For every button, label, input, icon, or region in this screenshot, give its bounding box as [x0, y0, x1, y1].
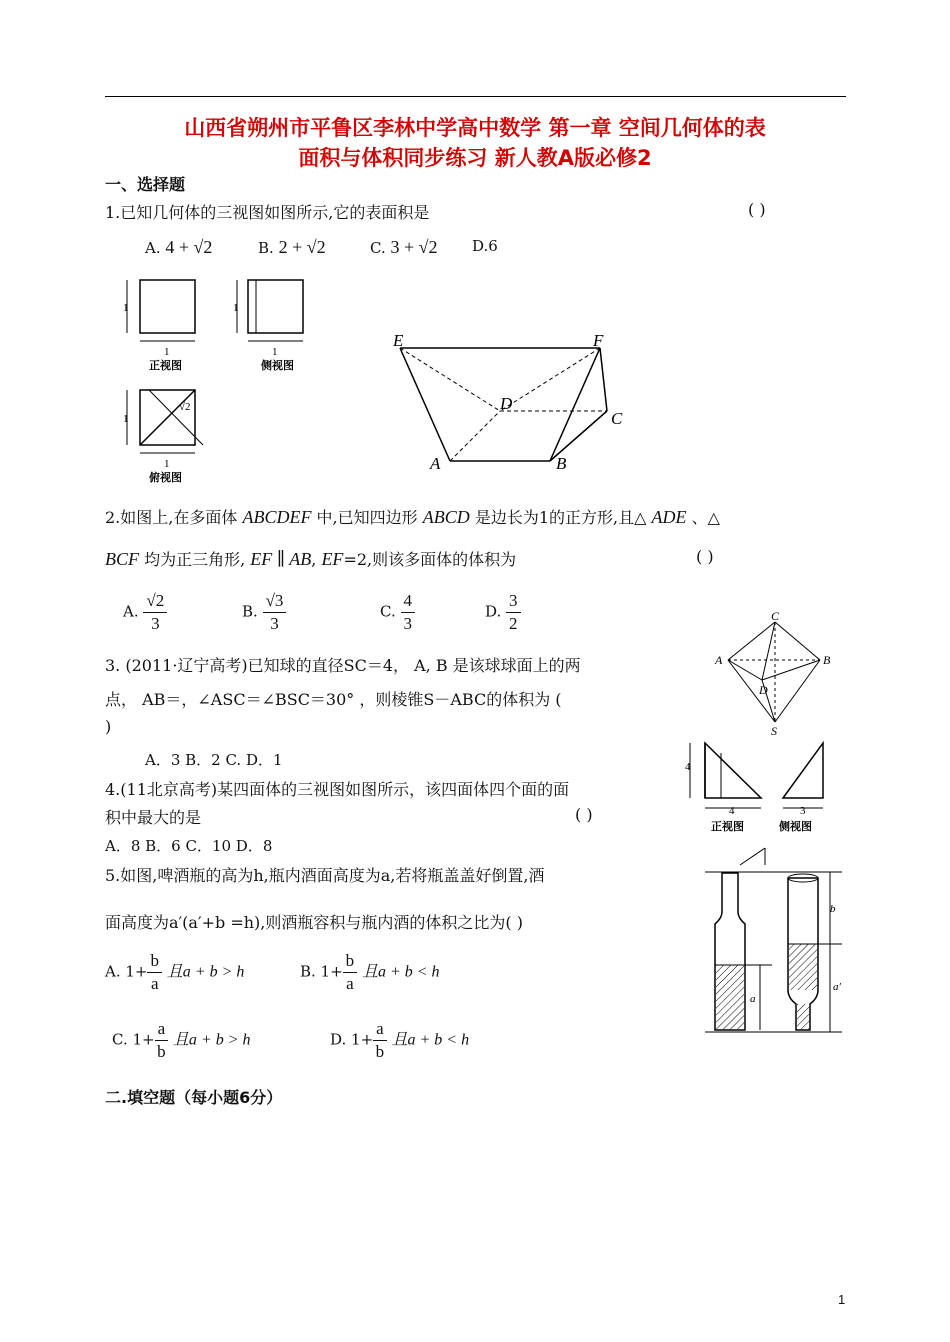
q2-option-c: C. $\frac{4}{3}$ — [380, 590, 415, 635]
q3-label-c: C — [771, 609, 780, 623]
q2-option-d: D. $\frac{3}{2}$ — [485, 590, 521, 635]
q2-option-a: A. $\frac{√2}{3}$ — [123, 590, 167, 635]
q3-label-d: D — [759, 683, 768, 697]
q1-top-dim-v: 1 — [123, 413, 129, 425]
q4-three-view-figure — [683, 738, 843, 838]
q4-dim-3: 3 — [800, 805, 806, 817]
q1-top-dim-h: 1 — [164, 458, 170, 470]
poly-label-c: C — [611, 409, 623, 428]
header-rule — [105, 96, 846, 97]
q1-front-label: 正视图 — [149, 360, 182, 372]
polyhedron-figure — [390, 328, 630, 478]
q1-side-dim-h: 1 — [272, 346, 278, 358]
q4-side-label: 侧视图 — [779, 821, 812, 833]
q5-option-a: A. 1+ $\frac{b}{a}$ 且a + b > h — [105, 951, 245, 993]
q5-line1: 5.如图,啤酒瓶的高为h,瓶内酒面高度为a,若将瓶盖盖好倒置,酒 — [105, 866, 545, 885]
q1-three-view-figure — [115, 275, 315, 490]
q4-front-label: 正视图 — [711, 821, 744, 833]
q1-front-view-square — [140, 280, 195, 333]
q3-label-a: A — [715, 653, 723, 667]
doc-title-line1: 山西省朔州市平鲁区李林中学高中数学 第一章 空间几何体的表 — [184, 116, 766, 140]
poly-label-d: D — [500, 394, 513, 413]
q3-label-b: B — [823, 653, 831, 667]
q5-option-c: C. 1+ $\frac{a}{b}$ 且a + b > h — [112, 1019, 251, 1061]
q3-options: A．3 B．2 C. D．1 — [145, 751, 283, 769]
q3-pyramid-figure — [710, 610, 840, 740]
q3-line3: ) — [105, 717, 112, 736]
q1-option-a: A. 4 + √2 — [145, 237, 213, 257]
q5-line2: 面高度为a′(a′+b =h),则酒瓶容积与瓶内酒的体积之比为( ) — [105, 913, 523, 932]
section-fill-heading: 二.填空题（每小题6分） — [105, 1088, 283, 1107]
q5-bottle-figure — [700, 840, 850, 1040]
q5-label-a-prime: a′ — [833, 981, 841, 993]
q2-stem-line2: BCF 均为正三角形, EF ∥ AB, EF=2,则该多面体的体积为 — [105, 549, 517, 569]
q1-top-dim-diag: √2 — [179, 401, 191, 413]
page-number: 1 — [838, 1292, 846, 1307]
q4-options: A．8 B．6 C．10 D．8 — [105, 837, 273, 855]
q5-option-b: B. 1+ $\frac{b}{a}$ 且a + b < h — [300, 951, 440, 993]
q1-front-dim-v: 1 — [123, 302, 129, 314]
q5-label-a: a — [750, 993, 756, 1005]
section-choice-heading: 一、选择题 — [105, 175, 186, 194]
q4-dim-4-horizontal: 4 — [729, 805, 735, 817]
q2-option-b: B. $\frac{√3}{3}$ — [242, 590, 286, 635]
poly-label-a: A — [430, 454, 441, 473]
q1-front-dim-h: 1 — [164, 346, 170, 358]
poly-label-b: B — [556, 454, 567, 473]
q3-line1: 3. (2011·辽宁高考)已知球的直径SC＝4， A, B 是该球球面上的两 — [105, 656, 581, 675]
q1-top-label: 俯视图 — [149, 472, 182, 484]
q1-option-c: C. 3 + √2 — [370, 237, 438, 257]
q1-option-d: D.6 — [472, 237, 498, 255]
q3-line2: 点， AB＝，∠ASC＝∠BSC＝30° ，则棱锥S－ABC的体积为 ( — [105, 690, 562, 709]
poly-label-e: E — [393, 331, 404, 350]
q5-option-d: D. 1+ $\frac{a}{b}$ 且a + b < h — [330, 1019, 470, 1061]
q1-option-b: B. 2 + √2 — [258, 237, 326, 257]
q4-answer-paren: ( ) — [575, 805, 593, 824]
q4-line1: 4.(11北京高考)某四面体的三视图如图所示，该四面体四个面的面 — [105, 780, 570, 799]
q3-label-s: S — [771, 724, 777, 738]
q5-label-b: b — [830, 903, 836, 915]
doc-title-line2: 面积与体积同步练习 新人教A版必修2 — [298, 146, 652, 170]
q4-dim-4-vertical: 4 — [685, 761, 691, 773]
q1-answer-paren: ( ) — [748, 200, 766, 219]
q2-answer-paren: ( ) — [696, 547, 714, 566]
q2-stem-line1: 2.如图上,在多面体 ABCDEF 中,已知四边形 ABCD 是边长为1的正方形,且△ ADE 、△ — [105, 507, 720, 527]
q4-line2: 积中最大的是 — [105, 808, 202, 827]
q1-side-dim-v: 1 — [233, 302, 239, 314]
poly-label-f: F — [593, 331, 604, 350]
q1-stem: 1.已知几何体的三视图如图所示,它的表面积是 — [105, 203, 430, 222]
q1-side-label: 侧视图 — [261, 360, 294, 372]
